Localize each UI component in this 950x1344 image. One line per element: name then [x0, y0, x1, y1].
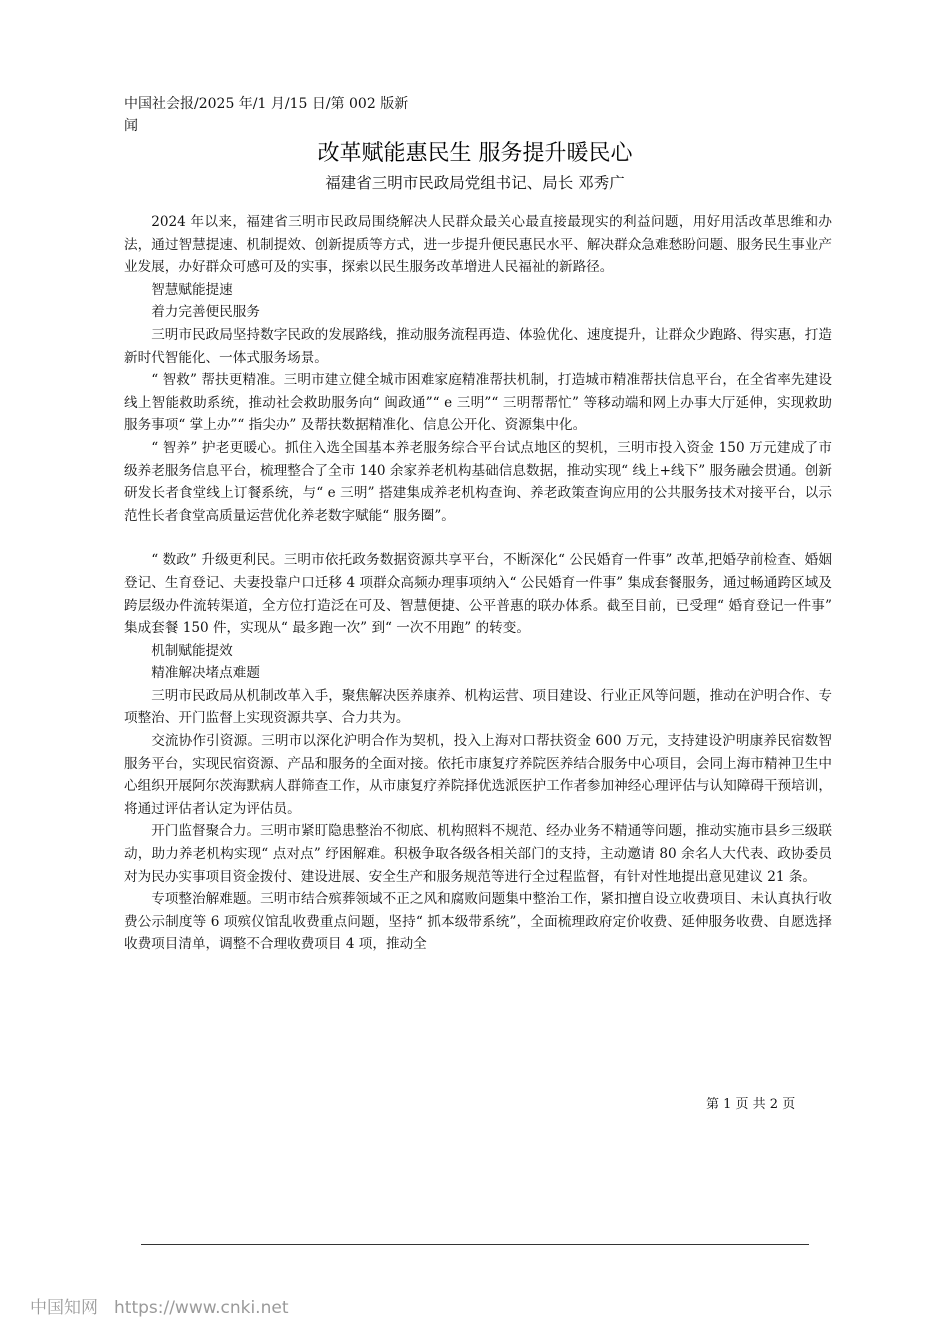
paragraph: 三明市民政局坚持数字民政的发展路线，推动服务流程再造、体验优化、速度提升，让群众少跑路、得实惠，打造新时代智能化、一体式服务场景。 — [124, 326, 832, 366]
article-title: 改革赋能惠民生 服务提升暖民心 — [317, 141, 633, 166]
paragraph: 三明市民政局从机制改革入手，聚焦解决医养康养、机构运营、项目建设、行业正风等问题，推动在沪明合作、专项整治、开门监督上实现资源共享、合力共为。 — [124, 687, 832, 727]
paragraph: 交流协作引资源。三明市以深化沪明合作为契机，投入上海对口帮扶资金 600 万元，支持建设沪明康养民宿数智服务平台，实现民宿资源、产品和服务的全面对接。依托市康复疗养院医养结合服务中心项目，会同上海市精神卫生中心组织开展阿尔茨海默病人群筛查工作，从市康复疗养院择优选派医护工作者参加神经心理评估与认知障碍干预培训，将通过评估者认定为评估员。 — [124, 733, 832, 817]
section-heading: 智慧赋能提速 — [151, 281, 233, 298]
page-number: 第 1 页 共 2 页 — [706, 1097, 796, 1112]
section-subheading: 着力完善便民服务 — [151, 304, 260, 321]
paragraph: 开门监督聚合力。三明市紧盯隐患整治不彻底、机构照料不规范、经办业务不精通等问题，推动实施市县乡三级联动，助力养老机构实现“ 点对点” 纾困解难。积极争取各级各相关部门的支持，主动邀请 80 余名人大代表、政协委员对为民办实事项目资金拨付、建设进展、安全生产和服务规范等进行全过程监督，有针对性地提出意见建议 21 条。 — [124, 823, 832, 885]
paragraph: “ 数政” 升级更利民。三明市依托政务数据资源共享平台，不断深化“ 公民婚育一件事” 改革,把婚孕前检查、婚姻登记、生育登记、夫妻投靠户口迁移 4 项群众高频办理事项纳入“ 公民婚育一件事” 集成套餐服务，通过畅通跨区域及跨层级办件流转渠道，全方位打造泛在可及、智慧便捷、公平普惠的联办体系。截至目前，已受理“ 婚育登记一件事” 集成套餐 150 件，实现从“ 最多跑一次” 到“ 一次不用跑” 的转变。 — [124, 552, 832, 637]
article-body — [124, 211, 832, 956]
paragraph: “ 智养” 护老更暖心。抓住入选全国基本养老服务综合平台试点地区的契机，三明市投入资金 150 万元建成了市级养老服务信息平台，梳理整合了全市 140 余家养老机构基础信息数据，推动实现“ 线上+线下” 服务融会贯通。创新研发长者食堂线上订餐系统，与“ e 三明” 搭建集成养老机构查询、养老政策查询应用的公共服务技术对接平台，以示范性长者食堂高质量运营优化养老数字赋能“ 服务圈”。 — [124, 439, 832, 524]
cnki-watermark — [30, 1293, 288, 1318]
footer-divider — [141, 1244, 809, 1245]
section-heading: 机制赋能提效 — [151, 642, 233, 659]
watermark-url: https://www.cnki.net — [114, 1298, 289, 1318]
paragraph: 专项整治解难题。三明市结合殡葬领域不正之风和腐败问题集中整治工作，紧扣擅自设立收费项目、未认真执行收费公示制度等 6 项殡仪馆乱收费重点问题，坚持“ 抓本级带系统”，全面梳理政府定价收费、延伸服务收费、自愿选择收费项目清单，调整不合理收费项目 4 项，推动全 — [124, 891, 832, 953]
source-line: 中国社会报/2025 年/1 月/15 日/第 002 版新闻 — [124, 96, 409, 134]
paragraph: 2024 年以来，福建省三明市民政局围绕解决人民群众最关心最直接最现实的利益问题，用好用活改革思维和办法，通过智慧提速、机制提效、创新提质等方式，进一步提升便民惠民水平、解决群众急难愁盼问题、服务民生事业产业发展，办好群众可感可及的实事，探索以民生服务改革增进人民福祉的新路径。 — [124, 214, 832, 276]
watermark-brand: 中国知网 — [30, 1298, 98, 1318]
article-byline: 福建省三明市民政局党组书记、局长 邓秀广 — [325, 174, 625, 192]
section-subheading: 精准解决堵点难题 — [151, 665, 260, 682]
paragraph: “ 智救” 帮扶更精准。三明市建立健全城市困难家庭精准帮扶机制，打造城市精准帮扶信息平台，在全省率先建设线上智能救助系统，推动社会救助服务向“ 闽政通”“ e 三明”“ 三明帮帮忙” 等移动端和网上办事大厅延伸，实现救助服务事项“ 掌上办”“ 指尖办” 及帮扶数据精准化、信息公开化、资源集中化。 — [124, 372, 832, 434]
